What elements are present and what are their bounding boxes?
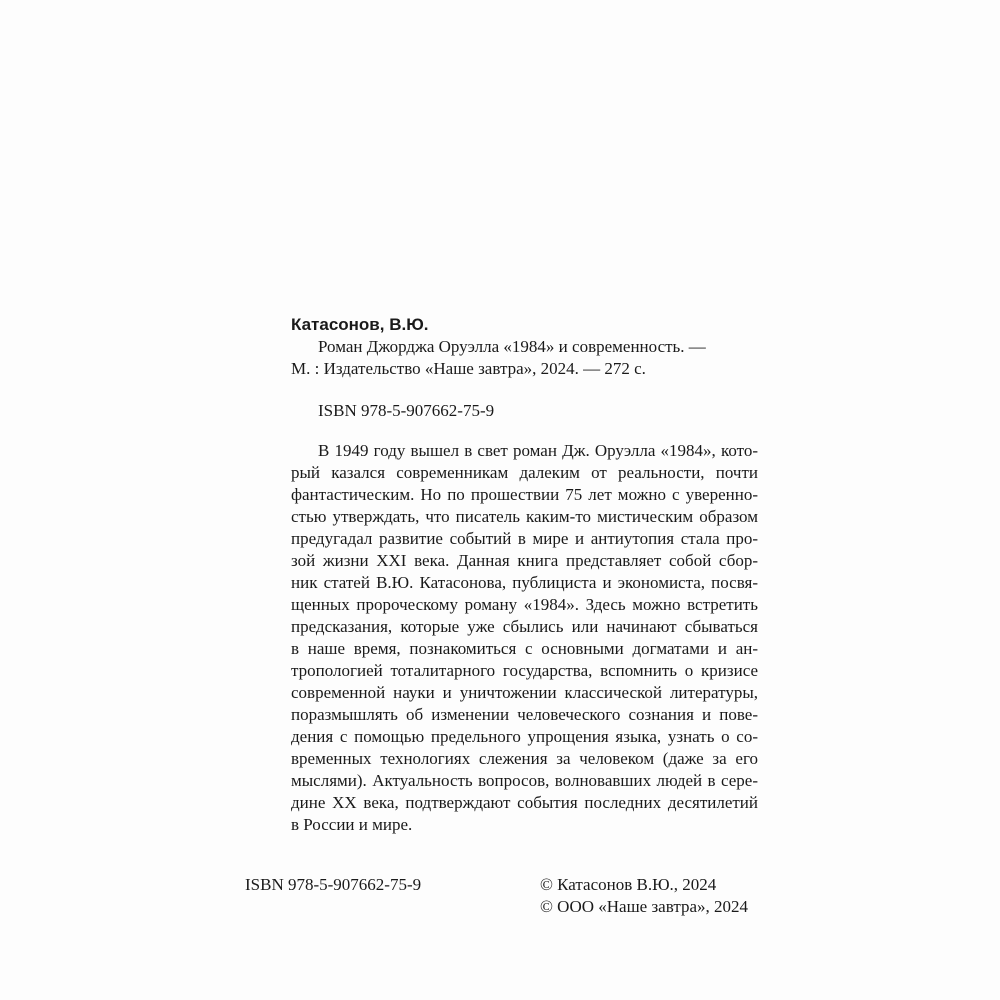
abstract-line: в наше время, познакомиться с основными догматами и ан- — [291, 639, 758, 658]
abstract-line: рый казался современникам далеким от реальности, почти — [291, 463, 758, 482]
author-name: Катасонов, В.Ю. — [291, 315, 429, 334]
abstract-line: в России и мире. — [291, 815, 413, 834]
abstract-line: ник статей В.Ю. Катасонова, публициста и экономиста, посвя- — [291, 573, 758, 592]
abstract-line: временных технологиях слежения за человеком (даже за его — [291, 749, 758, 768]
copyright-publisher: © ООО «Наше завтра», 2024 — [540, 897, 749, 916]
abstract-line: В 1949 году вышел в свет роман Дж. Оруэлла «1984», кото- — [318, 441, 758, 460]
title-line-1: Роман Джорджа Оруэлла «1984» и современность. — — [318, 337, 706, 356]
abstract-line: щенных пророческому роману «1984». Здесь можно встретить — [291, 595, 758, 614]
abstract-line: фантастическим. Но по прошествии 75 лет можно с уверенно- — [291, 485, 758, 504]
abstract-line: дения с помощью предельного упрощения языка, узнать о со- — [291, 727, 758, 746]
abstract-line: предугадал развитие событий в мире и антиутопия стала про- — [291, 529, 758, 548]
isbn-top: ISBN 978-5-907662-75-9 — [318, 401, 495, 420]
abstract-line: зой жизни XXI века. Данная книга представляет собой сбор- — [291, 551, 758, 570]
abstract-line: мыслями). Актуальность вопросов, волновавших людей в сере- — [291, 771, 758, 790]
title-line-2: М. : Издательство «Наше завтра», 2024. — 272 с. — [291, 359, 646, 378]
abstract-line: дине XX века, подтверждают события последних десятилетий — [291, 793, 758, 812]
abstract-line: предсказания, которые уже сбылись или начинают сбываться — [291, 617, 758, 636]
abstract-line: современной науки и уничтожении классической литературы, — [291, 683, 758, 702]
abstract-line: поразмышлять об изменении человеческого сознания и пове- — [291, 705, 758, 724]
abstract-line: стью утверждать, что писатель каким-то мистическим образом — [291, 507, 758, 526]
abstract-line: тропологией тоталитарного государства, вспомнить о кризисе — [291, 661, 758, 680]
copyright-author: © Катасонов В.Ю., 2024 — [540, 875, 717, 894]
isbn-footer: ISBN 978-5-907662-75-9 — [245, 875, 422, 894]
